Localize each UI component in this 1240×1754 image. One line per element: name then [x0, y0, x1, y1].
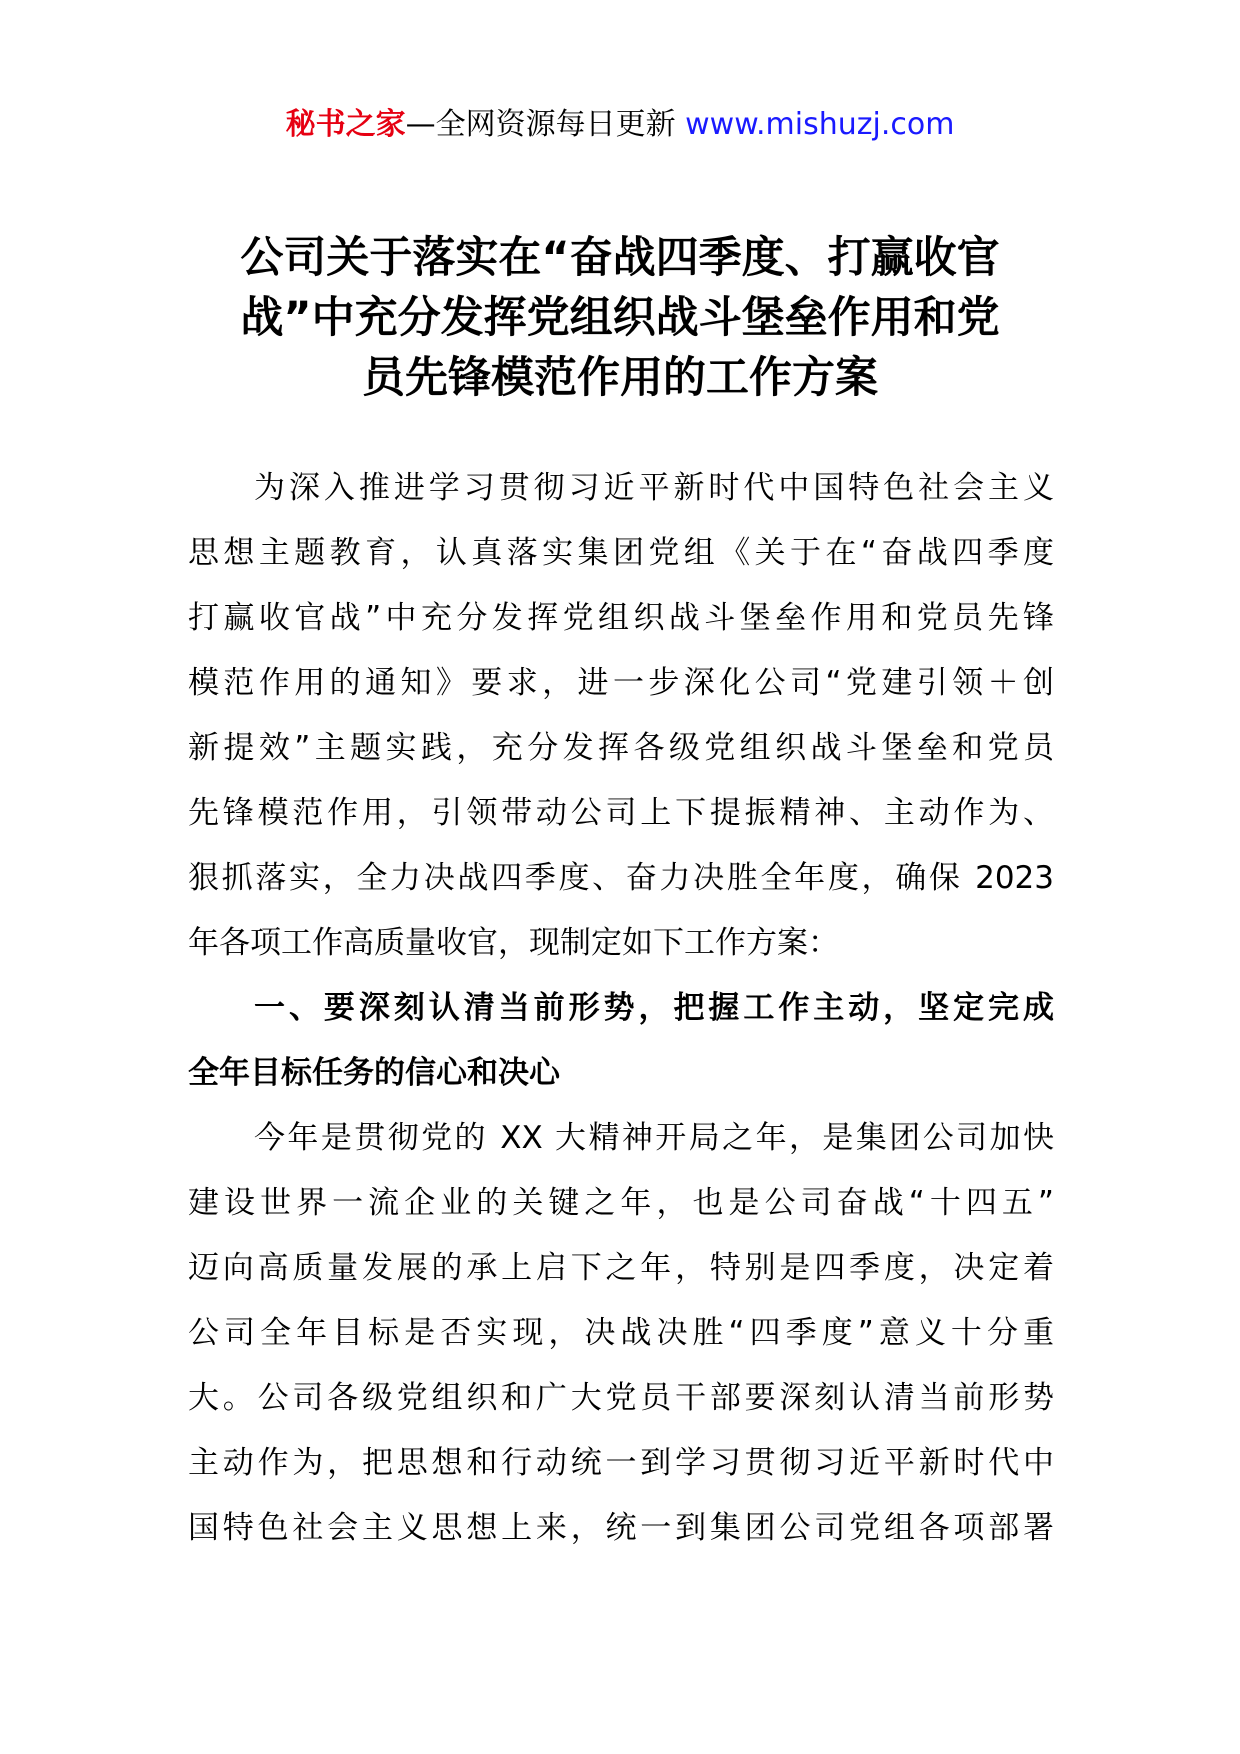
paragraph-line: 迈向高质量发展的承上启下之年，特别是四季度，决定着	[188, 1250, 1054, 1286]
paragraph-line: 国特色社会主义思想上来，统一到集团公司党组各项部署	[188, 1510, 1054, 1546]
title-line: 员先锋模范作用的工作方案	[362, 353, 878, 403]
paragraph-line: 年各项工作高质量收官，现制定如下工作方案：	[188, 925, 839, 961]
site-url-link[interactable]: www.mishuzj.com	[685, 107, 955, 142]
paragraph-line: 今年是贯彻党的 XX 大精神开局之年，是集团公司加快	[254, 1120, 1054, 1156]
paragraph-line: 思想主题教育，认真落实集团党组《关于在“奋战四季度	[188, 535, 1054, 571]
document-body	[188, 456, 1054, 1561]
paragraph-line: 建设世界一流企业的关键之年，也是公司奋战“十四五”	[188, 1185, 1054, 1221]
paragraph-line: 大。公司各级党组织和广大党员干部要深刻认清当前形势	[188, 1380, 1054, 1416]
title-line: 战”中充分发挥党组织战斗堡垒作用和党	[240, 293, 1000, 343]
title-line: 公司关于落实在“奋战四季度、打赢收官	[240, 233, 1000, 283]
paragraph-line: 打赢收官战”中充分发挥党组织战斗堡垒作用和党员先锋	[188, 600, 1054, 636]
site-slogan: —全网资源每日更新	[405, 107, 676, 142]
section-heading-line: 一、要深刻认清当前形势，把握工作主动，坚定完成	[254, 990, 1054, 1026]
site-brand: 秘书之家	[285, 107, 406, 142]
paragraph-line: 先锋模范作用，引领带动公司上下提振精神、主动作为、	[188, 795, 1054, 831]
paragraph-line: 公司全年目标是否实现，决战决胜“四季度”意义十分重	[188, 1315, 1054, 1351]
document-title	[150, 228, 1090, 408]
site-header	[0, 100, 1240, 150]
section-heading-line: 全年目标任务的信心和决心	[188, 1055, 560, 1091]
paragraph-line: 为深入推进学习贯彻习近平新时代中国特色社会主义	[254, 470, 1054, 506]
paragraph-line: 新提效”主题实践，充分发挥各级党组织战斗堡垒和党员	[188, 730, 1054, 766]
paragraph-line: 狠抓落实，全力决战四季度、奋力决胜全年度，确保 2023	[188, 860, 1054, 896]
paragraph-line: 主动作为，把思想和行动统一到学习贯彻习近平新时代中	[188, 1445, 1054, 1481]
paragraph-line: 模范作用的通知》要求，进一步深化公司“党建引领＋创	[188, 665, 1054, 701]
